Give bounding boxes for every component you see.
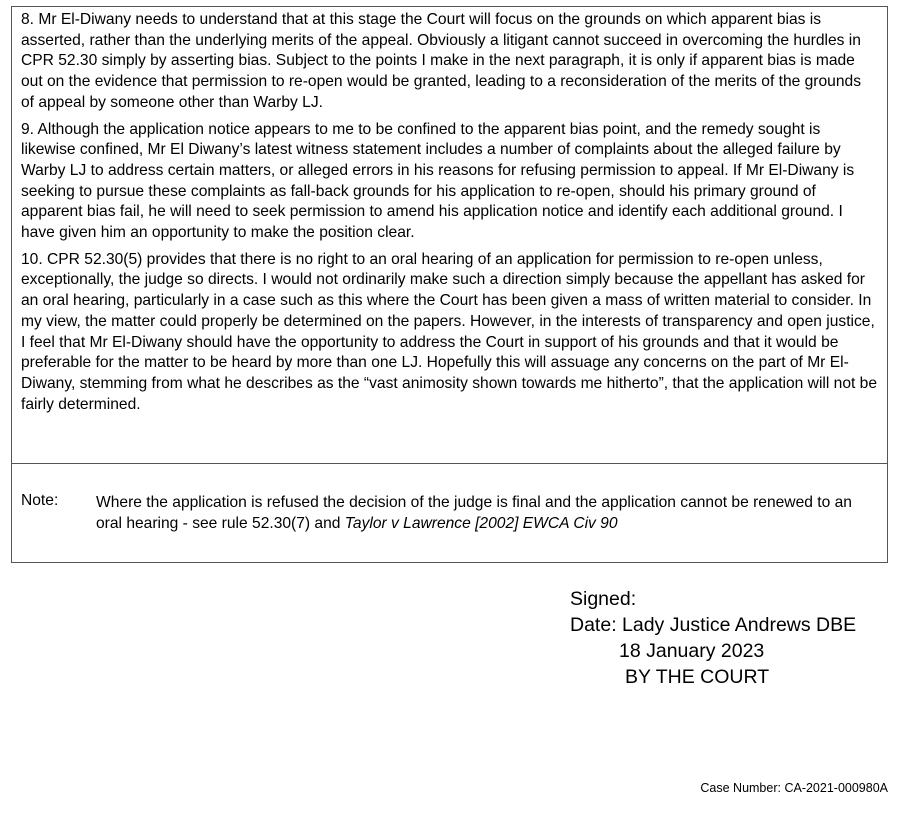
note-body: Where the application is refused the decision of the judge is final and the application cannot be renewed to an oral hearing - see rule 52.30(7) and (96, 494, 852, 532)
date-judge-line: Date: Lady Justice Andrews DBE (570, 614, 857, 636)
paragraph-10: 10. CPR 52.30(5) provides that there is no right to an oral hearing of an application for permission to re-open unless, exceptionally, the judge so directs. I would not ordinarily make such a direction simply because the appellant has asked for an oral hearing, particularly in a case such as this where the Court has been given a mass of written material to consider. In my view, the matter could properly be determined on the papers. However, in the interests of transparency and open justice, I feel that Mr El-Diwany should have the opportunity to address the Court in support of his grounds and that it would be preferable for the matter to be heard by more than one LJ. Hopefully this will assuage any concerns on the part of Mr El-Diwany, stemming from what he describes as the “vast animosity shown towards me hitherto”, that the application will not be fairly determined. (21, 250, 878, 413)
signature-date: 18 January 2023 (619, 640, 765, 662)
paragraph-9: 9. Although the application notice appears to me to be confined to the apparent bias point, and the remedy sought is likewise confined, Mr El Diwany’s latest witness statement includes a number of complaints about the alleged failure by Warby LJ to address certain matters, or alleged errors in his reasons for refusing permission to appeal. If Mr El-Diwany is seeking to pursue these complaints as fall-back grounds for his application to re-open, should his primary ground of apparent bias fail, he will need to seek permission to amend his application notice and identify each additional ground. I have given him an opportunity to make the position clear. (21, 120, 855, 242)
case-number: Case Number: CA-2021-000980A (700, 781, 888, 795)
note-label: Note: (21, 492, 59, 509)
by-the-court: BY THE COURT (625, 666, 770, 688)
note-box (11, 463, 888, 563)
signed-label: Signed: (570, 588, 637, 610)
note-text (96, 492, 876, 534)
judgment-paragraphs-box (11, 6, 888, 464)
paragraph-8: 8. Mr El-Diwany needs to understand that at this stage the Court will focus on the grounds on which apparent bias is asserted, rather than the underlying merits of the appeal. Obviously a litigant cannot succeed in overcoming the hurdles in CPR 52.30 simply by asserting bias. Subject to the points I make in the next paragraph, it is only if apparent bias is made out on the evidence that permission to re-open would be granted, leading to a reconsideration of the merits of the grounds of appeal by someone other than Warby LJ. (21, 11, 861, 111)
note-citation: Taylor v Lawrence [2002] EWCA Civ 90 (344, 515, 618, 532)
